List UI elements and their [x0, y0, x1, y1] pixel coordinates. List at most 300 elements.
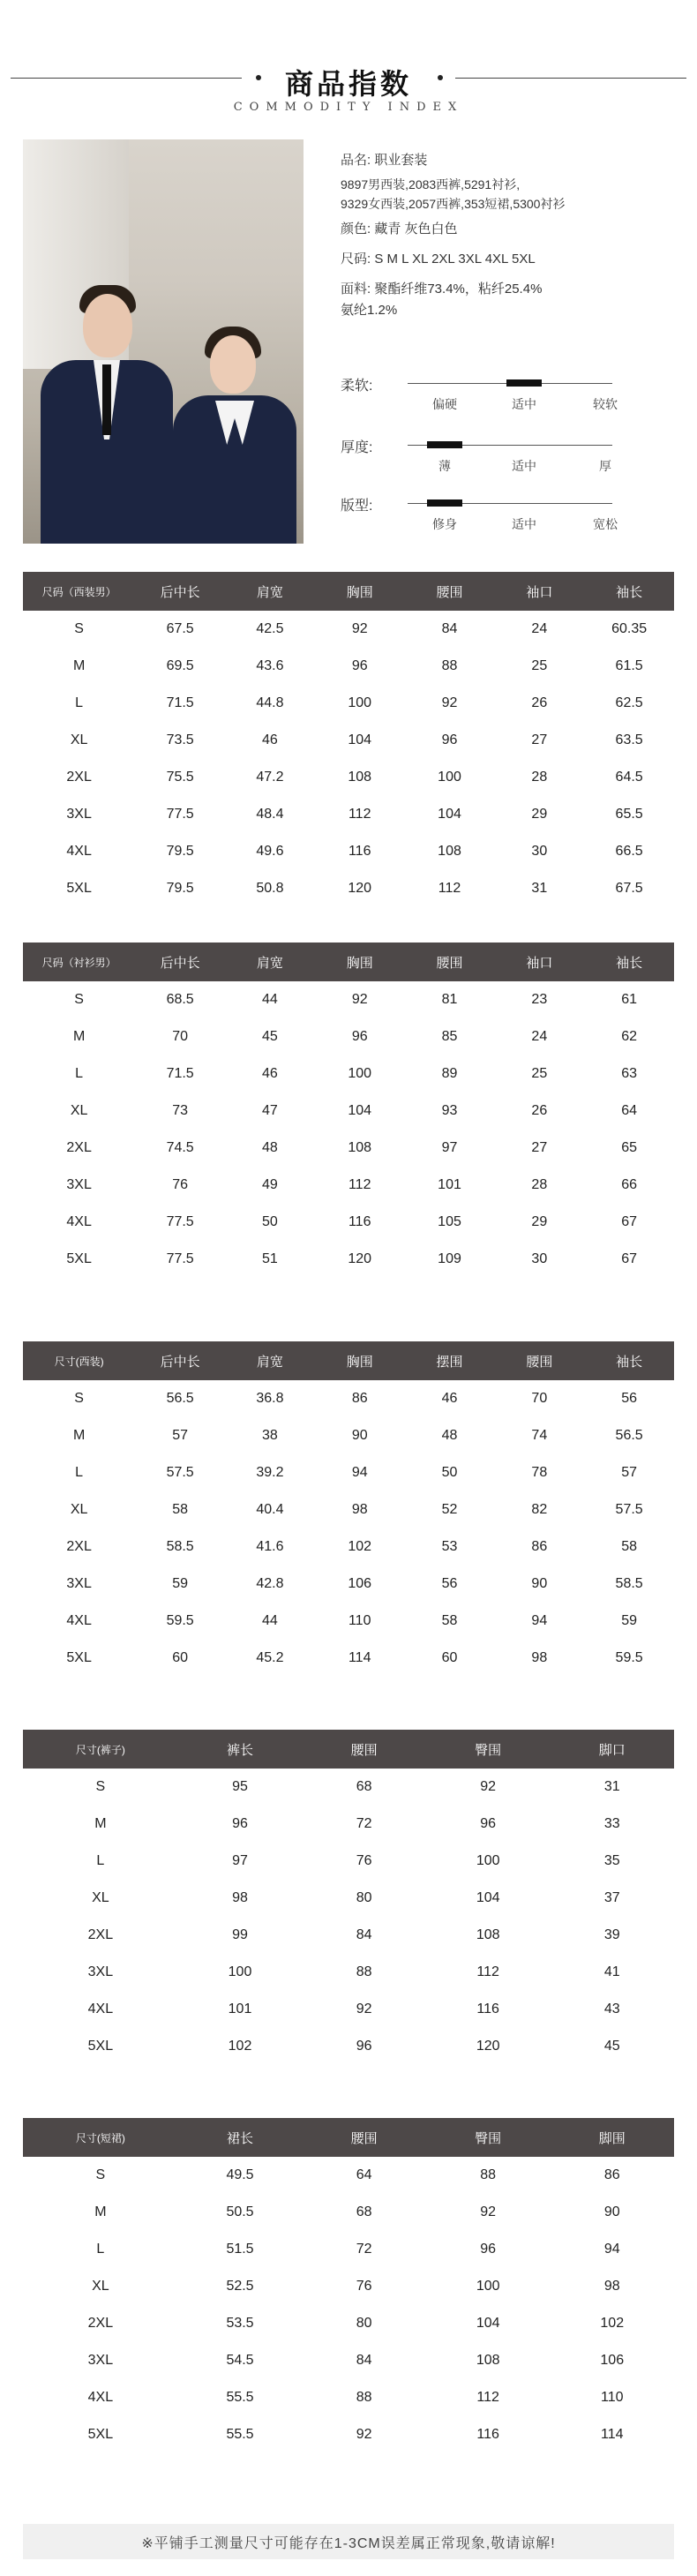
table-cell: L	[96, 2242, 105, 2257]
table-cell: 5XL	[66, 1251, 92, 1266]
scale-option: 较软	[593, 397, 618, 411]
table-cell: 94	[603, 2242, 620, 2257]
table-row	[23, 1055, 674, 1093]
table-cell: 86	[351, 1391, 368, 1406]
table-cell: 114	[348, 1650, 371, 1665]
table-cell: S	[74, 1391, 84, 1406]
table-cell: M	[72, 1428, 86, 1443]
table-cell: 57.5	[615, 1502, 643, 1517]
table-cell: 62	[621, 1029, 638, 1044]
table-cell: 120	[348, 1251, 372, 1266]
table-cell: 96	[480, 2242, 497, 2257]
product-sizes: S M L XL 2XL 3XL 4XL 5XL	[374, 252, 536, 267]
column-header: 肩宽	[256, 584, 283, 600]
table-cell: 78	[531, 1465, 548, 1480]
table-cell: 59	[621, 1613, 638, 1628]
table-cell: 44	[262, 1613, 278, 1628]
table-cell: 92	[351, 621, 368, 636]
table-cell: 68	[356, 1779, 372, 1794]
table-cell: 60	[172, 1650, 189, 1665]
table-cell: 96	[232, 1816, 248, 1831]
scale-marker	[506, 379, 542, 387]
table-cell: 69.5	[166, 658, 194, 673]
table-cell: 64.5	[615, 770, 643, 785]
table-cell: 98	[531, 1650, 548, 1665]
table-cell: 27	[531, 1140, 548, 1155]
column-header: 胸围	[346, 584, 373, 600]
table-cell: 86	[531, 1539, 548, 1554]
table-cell: 59.5	[166, 1613, 194, 1628]
table-cell: 79.5	[166, 844, 194, 859]
table-cell: L	[96, 1853, 105, 1868]
table-cell: 4XL	[66, 1214, 92, 1229]
table-row	[23, 1491, 674, 1528]
table-cell: 93	[441, 1103, 458, 1118]
scale-option: 修身	[432, 517, 457, 531]
table-cell: 76	[172, 1177, 189, 1192]
table-cell: 90	[351, 1428, 368, 1443]
table-cell: 49.5	[226, 2167, 254, 2182]
table-cell: 59.5	[615, 1650, 643, 1665]
table-header	[23, 2118, 674, 2157]
table-cell: 27	[531, 732, 548, 747]
divider-line	[455, 78, 686, 79]
table-cell: 2XL	[66, 770, 92, 785]
table-cell: 97	[232, 1853, 248, 1868]
table-cell: 57	[172, 1428, 189, 1443]
column-header: 肩宽	[256, 1354, 283, 1370]
table-row	[23, 2305, 674, 2342]
table-cell: 49.6	[256, 844, 284, 859]
table-cell: 116	[348, 844, 371, 859]
table-cell: 67.5	[615, 881, 643, 896]
scale-label: 柔软:	[341, 379, 373, 394]
table-cell: 56.5	[615, 1428, 643, 1443]
table-row	[23, 2379, 674, 2416]
table-cell: 92	[356, 2427, 372, 2442]
table-row	[23, 833, 674, 870]
table-cell: 52.5	[226, 2279, 254, 2294]
table-row	[23, 1954, 674, 1991]
column-header: 袖长	[616, 584, 643, 600]
size-table-womens-suit	[23, 1341, 674, 1677]
column-header: 腰围	[526, 1354, 553, 1370]
table-cell: XL	[92, 1890, 109, 1905]
table-cell: L	[75, 1465, 84, 1480]
table-cell: 90	[531, 1576, 548, 1591]
table-cell: 60.35	[611, 621, 648, 636]
table-cell: 39.2	[256, 1465, 284, 1480]
table-cell: 50	[262, 1214, 278, 1229]
table-cell: 35	[603, 1853, 620, 1868]
table-cell: 86	[603, 2167, 620, 2182]
scale-option: 适中	[512, 517, 536, 531]
column-header: 尺码（西装男）	[41, 585, 116, 598]
table-cell: 100	[476, 1853, 500, 1868]
table-cell: 37	[603, 1890, 620, 1905]
table-cell: L	[75, 695, 84, 710]
table-cell: 45.2	[256, 1650, 284, 1665]
table-cell: 42.8	[256, 1576, 284, 1591]
table-cell: 70	[172, 1029, 189, 1044]
table-row	[23, 981, 674, 1018]
table-cell: 100	[348, 1066, 372, 1081]
table-cell: 3XL	[66, 807, 92, 822]
table-header	[23, 1341, 674, 1380]
table-cell: 4XL	[66, 844, 92, 859]
table-cell: 47	[262, 1103, 278, 1118]
table-cell: 28	[531, 1177, 548, 1192]
scale-option: 薄	[438, 459, 451, 473]
table-cell: 45	[603, 2039, 620, 2054]
table-cell: 44.8	[256, 695, 284, 710]
table-row	[23, 1603, 674, 1640]
table-row	[23, 2342, 674, 2379]
table-row	[23, 1880, 674, 1917]
table-cell: 5XL	[87, 2427, 114, 2442]
table-row	[23, 1769, 674, 1806]
scale-label: 厚度:	[341, 440, 373, 455]
table-cell: 58.5	[166, 1539, 194, 1554]
table-cell: 65	[621, 1140, 638, 1155]
table-cell: 42.5	[256, 621, 284, 636]
column-header: 后中长	[160, 955, 200, 971]
table-cell: 51.5	[226, 2242, 254, 2257]
scale-option: 适中	[512, 397, 536, 411]
table-cell: 88	[441, 658, 458, 673]
table-cell: 24	[531, 621, 548, 636]
color-label: 颜色:	[341, 222, 371, 237]
table-cell: 96	[441, 732, 458, 747]
table-row	[23, 1204, 674, 1241]
table-cell: 46	[262, 1066, 278, 1081]
scale-label: 版型:	[341, 499, 373, 514]
table-cell: 63	[621, 1066, 638, 1081]
product-photo	[23, 139, 304, 544]
table-cell: 45	[262, 1029, 278, 1044]
table-row	[23, 2194, 674, 2231]
divider-line	[11, 78, 242, 79]
table-cell: 2XL	[87, 2316, 114, 2331]
table-cell: 5XL	[87, 2039, 114, 2054]
table-row	[23, 648, 674, 685]
table-cell: 92	[351, 992, 368, 1007]
table-cell: 52	[441, 1502, 458, 1517]
table-cell: 58	[441, 1613, 458, 1628]
table-cell: L	[75, 1066, 84, 1081]
name-label: 品名:	[341, 153, 371, 168]
table-cell: 106	[348, 1576, 372, 1591]
table-cell: 80	[356, 1890, 372, 1905]
table-cell: 61	[621, 992, 638, 1007]
table-cell: 59	[172, 1576, 189, 1591]
table-cell: 104	[348, 1103, 372, 1118]
table-cell: 55.5	[226, 2390, 254, 2405]
table-cell: 48.4	[256, 807, 284, 822]
table-cell: 85	[441, 1029, 458, 1044]
table-cell: 43.6	[256, 658, 284, 673]
table-cell: 64	[356, 2167, 372, 2182]
table-cell: 77.5	[166, 1251, 194, 1266]
table-row	[23, 611, 674, 648]
table-cell: 102	[600, 2316, 625, 2331]
table-cell: 106	[600, 2353, 625, 2368]
table-cell: 116	[476, 2001, 499, 2016]
table-cell: 4XL	[66, 1613, 92, 1628]
table-cell: 30	[531, 1251, 548, 1266]
table-cell: 72	[356, 1816, 372, 1831]
product-colors: 藏青 灰色白色	[374, 222, 458, 237]
table-cell: 28	[531, 770, 548, 785]
table-row	[23, 1640, 674, 1677]
table-cell: 48	[262, 1140, 278, 1155]
table-row	[23, 1241, 674, 1278]
table-cell: 74.5	[166, 1140, 194, 1155]
table-cell: S	[74, 621, 84, 636]
column-header: 脚围	[598, 2130, 626, 2146]
table-cell: 97	[441, 1140, 458, 1155]
table-cell: 81	[441, 992, 458, 1007]
table-cell: 101	[228, 2001, 252, 2016]
table-cell: 109	[438, 1251, 461, 1266]
table-cell: 31	[603, 1779, 620, 1794]
table-cell: 104	[476, 2316, 500, 2331]
scale-0	[341, 371, 685, 420]
table-cell: 64	[621, 1103, 638, 1118]
table-cell: 84	[356, 2353, 372, 2368]
table-cell: 101	[438, 1177, 461, 1192]
table-cell: 76	[356, 2279, 372, 2294]
table-cell: 98	[603, 2279, 620, 2294]
table-cell: S	[95, 2167, 106, 2182]
table-row	[23, 1566, 674, 1603]
table-cell: 75.5	[166, 770, 194, 785]
table-cell: 54.5	[226, 2353, 254, 2368]
size-label: 尺码:	[341, 252, 371, 267]
table-cell: 105	[438, 1214, 461, 1229]
table-cell: 58	[172, 1502, 189, 1517]
column-header: 袖口	[526, 955, 553, 971]
scale-2	[341, 491, 685, 540]
table-cell: 94	[531, 1613, 548, 1628]
table-cell: 79.5	[166, 881, 194, 896]
column-header: 袖长	[616, 1354, 643, 1370]
column-header: 尺寸(西装)	[54, 1355, 104, 1368]
table-cell: 100	[476, 2279, 500, 2294]
table-cell: 96	[351, 1029, 368, 1044]
table-cell: 73	[172, 1103, 189, 1118]
table-cell: 44	[262, 992, 278, 1007]
page-subtitle: COMMODITY INDEX	[233, 101, 464, 114]
table-cell: 25	[531, 658, 548, 673]
table-cell: 92	[356, 2001, 372, 2016]
table-row	[23, 870, 674, 907]
column-header: 后中长	[160, 1354, 200, 1370]
table-cell: 112	[476, 1964, 499, 1979]
table-cell: 51	[262, 1251, 278, 1266]
scale-option: 宽松	[593, 517, 618, 531]
table-cell: 116	[348, 1214, 371, 1229]
table-cell: 49	[262, 1177, 278, 1192]
table-row	[23, 2231, 674, 2268]
table-cell: 120	[348, 881, 372, 896]
table-cell: 58	[621, 1539, 638, 1554]
table-cell: 63.5	[615, 732, 643, 747]
table-cell: 26	[531, 695, 548, 710]
product-codes-2: 9329女西装,2057西裤,353短裙,5300衬衫	[341, 197, 566, 211]
table-cell: 57.5	[166, 1465, 194, 1480]
table-cell: 108	[348, 770, 372, 785]
table-cell: 104	[348, 732, 372, 747]
table-row	[23, 722, 674, 759]
table-cell: 53	[441, 1539, 458, 1554]
table-cell: 62.5	[615, 695, 643, 710]
table-cell: 108	[476, 2353, 500, 2368]
table-cell: 55.5	[226, 2427, 254, 2442]
table-cell: 5XL	[66, 881, 92, 896]
table-cell: M	[94, 2204, 107, 2219]
column-header: 摆围	[436, 1354, 463, 1370]
table-cell: 48	[441, 1428, 458, 1443]
table-cell: 41.6	[256, 1539, 284, 1554]
table-cell: 110	[600, 2390, 624, 2405]
table-cell: 57	[621, 1465, 638, 1480]
table-row	[23, 759, 674, 796]
table-cell: 108	[476, 1927, 500, 1942]
table-cell: 46	[441, 1391, 458, 1406]
table-cell: 71.5	[166, 1066, 194, 1081]
table-cell: 67	[621, 1214, 638, 1229]
table-cell: 92	[441, 695, 458, 710]
table-cell: 110	[348, 1613, 371, 1628]
table-cell: 24	[531, 1029, 548, 1044]
table-cell: 60	[441, 1650, 458, 1665]
table-cell: 56	[621, 1391, 638, 1406]
table-cell: 100	[228, 1964, 252, 1979]
table-cell: 73.5	[166, 732, 194, 747]
table-cell: 89	[441, 1066, 458, 1081]
table-cell: 25	[531, 1066, 548, 1081]
table-row	[23, 1417, 674, 1454]
table-cell: 88	[356, 2390, 372, 2405]
table-row	[23, 1130, 674, 1167]
table-cell: 68	[356, 2204, 372, 2219]
table-cell: 76	[356, 1853, 372, 1868]
table-cell: 23	[531, 992, 548, 1007]
column-header: 袖长	[616, 955, 643, 971]
table-cell: 68.5	[166, 992, 194, 1007]
table-row	[23, 2157, 674, 2194]
table-header	[23, 1730, 674, 1769]
table-cell: 96	[480, 1816, 497, 1831]
column-header: 腰围	[350, 2130, 378, 2146]
table-cell: 3XL	[66, 1177, 92, 1192]
table-cell: 100	[348, 695, 372, 710]
table-row	[23, 796, 674, 833]
table-cell: 36.8	[256, 1391, 284, 1406]
scale-marker	[427, 441, 462, 448]
table-cell: 46	[262, 732, 278, 747]
table-row	[23, 1454, 674, 1491]
table-cell: 112	[348, 807, 371, 822]
table-cell: 38	[262, 1428, 278, 1443]
column-header: 腰围	[350, 1742, 378, 1758]
size-table-skirt	[23, 2118, 674, 2453]
size-table-pants	[23, 1730, 674, 2065]
product-codes-1: 9897男西装,2083西裤,5291衬衫,	[341, 177, 521, 192]
table-cell: 99	[232, 1927, 248, 1942]
scale-1	[341, 432, 685, 482]
table-cell: M	[72, 658, 86, 673]
table-cell: 39	[603, 1927, 620, 1942]
table-cell: 47.2	[256, 770, 284, 785]
table-cell: 50.5	[226, 2204, 254, 2219]
table-row	[23, 1018, 674, 1055]
column-header: 裙长	[227, 2130, 254, 2146]
table-cell: 77.5	[166, 1214, 194, 1229]
table-cell: 56	[441, 1576, 458, 1591]
table-cell: 84	[356, 1927, 372, 1942]
page-header	[0, 53, 697, 124]
column-header: 袖口	[526, 584, 553, 600]
table-cell: 92	[480, 1779, 497, 1794]
column-header: 胸围	[346, 955, 373, 971]
fabric-composition: 聚酯纤维73.4%，粘纤25.4%	[374, 282, 543, 297]
fabric-composition-2: 氨纶1.2%	[341, 303, 398, 318]
table-row	[23, 685, 674, 722]
fabric-label: 面料:	[341, 282, 371, 297]
table-cell: 98	[351, 1502, 368, 1517]
column-header: 腰围	[436, 584, 463, 600]
table-cell: 5XL	[66, 1650, 92, 1665]
table-cell: 66.5	[615, 844, 643, 859]
table-cell: XL	[70, 1502, 88, 1517]
table-cell: XL	[92, 2279, 109, 2294]
page-title: 商品指数	[284, 68, 412, 100]
table-cell: 43	[603, 2001, 620, 2016]
table-cell: 104	[438, 807, 461, 822]
column-header: 尺码（衬衫男）	[41, 956, 116, 969]
scale-option: 偏硬	[432, 397, 457, 411]
scale-option: 适中	[512, 459, 536, 473]
table-row	[23, 1843, 674, 1880]
table-cell: S	[74, 992, 84, 1007]
table-cell: XL	[70, 1103, 88, 1118]
table-row	[23, 1991, 674, 2028]
table-cell: S	[95, 1779, 106, 1794]
table-cell: 53.5	[226, 2316, 254, 2331]
table-cell: 96	[356, 2039, 372, 2054]
table-cell: 2XL	[66, 1539, 92, 1554]
column-header: 臀围	[475, 2130, 502, 2146]
table-cell: 40.4	[256, 1502, 284, 1517]
table-cell: 31	[531, 881, 548, 896]
column-header: 脚口	[598, 1742, 626, 1758]
column-header: 尺寸(裤子)	[75, 1743, 125, 1756]
table-cell: 104	[476, 1890, 500, 1905]
table-cell: 67.5	[166, 621, 194, 636]
table-cell: 102	[348, 1539, 372, 1554]
table-cell: 66	[621, 1177, 638, 1192]
table-cell: 84	[441, 621, 458, 636]
table-cell: 2XL	[66, 1140, 92, 1155]
table-cell: 4XL	[87, 2001, 114, 2016]
table-cell: 3XL	[87, 1964, 114, 1979]
size-table-mens-shirt	[23, 943, 674, 1278]
table-cell: 95	[232, 1779, 248, 1794]
table-cell: 29	[531, 1214, 548, 1229]
table-cell: 33	[603, 1816, 620, 1831]
